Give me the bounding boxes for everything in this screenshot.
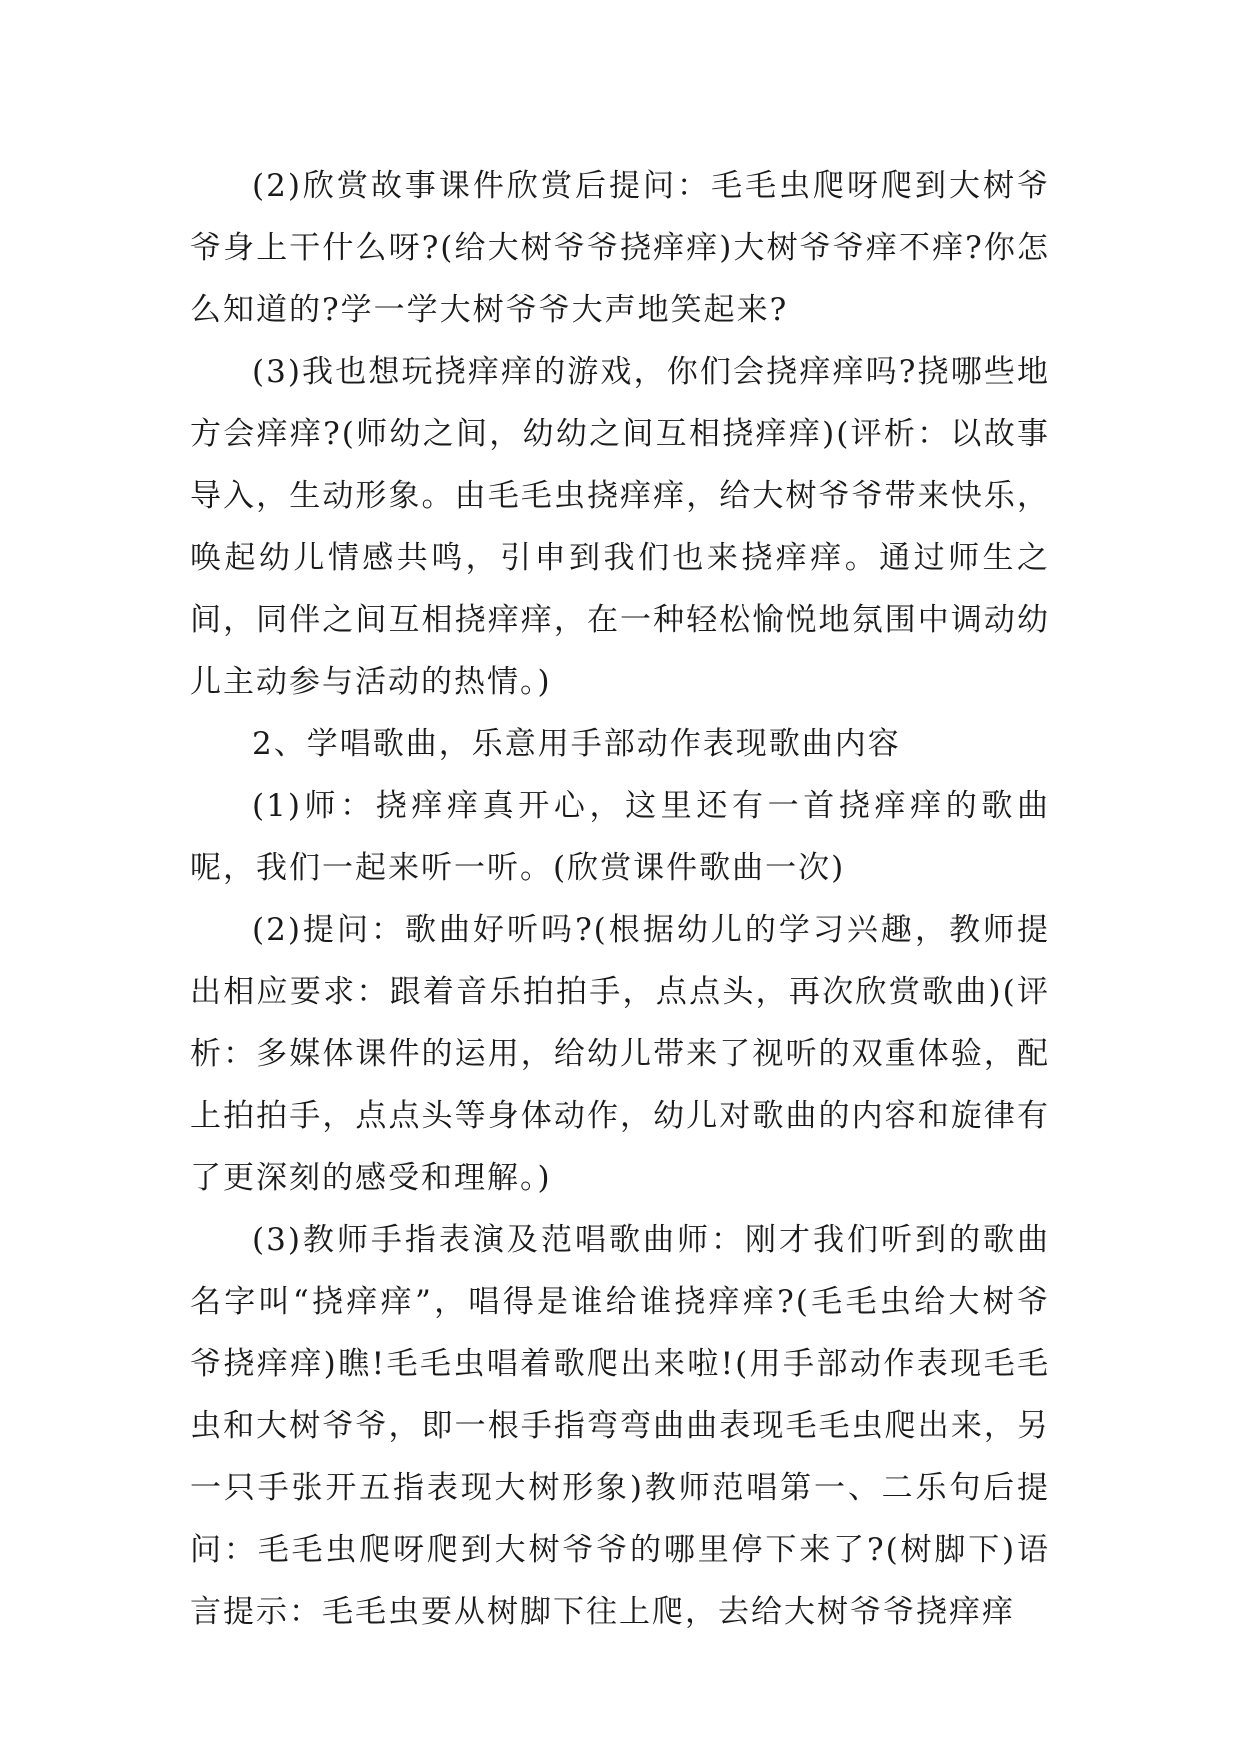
paragraph-tickle-game: (3)我也想玩挠痒痒的游戏，你们会挠痒痒吗?挠哪些地方会痒痒?(师幼之间，幼幼之间互相挠痒痒)(评析：以故事导入，生动形象。由毛毛虫挠痒痒，给大树爷爷带来快乐，唤起幼儿情感共鸣，引申到我们也来挠痒痒。通过师生之间，同伴之间互相挠痒痒，在一种轻松愉悦地氛围中调动幼儿主动参与活动的热情。) xyxy=(190,354,1050,700)
paragraph-section-heading: 2、学唱歌曲，乐意用手部动作表现歌曲内容 xyxy=(252,726,901,762)
paragraph-story-question: (2)欣赏故事课件欣赏后提问：毛毛虫爬呀爬到大树爷爷身上干什么呀?(给大树爷爷挠痒痒)大树爷爷痒不痒?你怎么知道的?学一学大树爷爷大声地笑起来? xyxy=(190,168,1050,328)
paragraph-song-question: (2)提问：歌曲好听吗?(根据幼儿的学习兴趣，教师提出相应要求：跟着音乐拍拍手，点点头，再次欣赏歌曲)(评析：多媒体课件的运用，给幼儿带来了视听的双重体验，配上拍拍手，点点头等身体动作，幼儿对歌曲的内容和旋律有了更深刻的感受和理解。) xyxy=(190,912,1050,1196)
paragraph-listen-song: (1)师：挠痒痒真开心，这里还有一首挠痒痒的歌曲呢，我们一起来听一听。(欣赏课件歌曲一次) xyxy=(190,788,1050,886)
paragraph-finger-performance: (3)教师手指表演及范唱歌曲师：刚才我们听到的歌曲名字叫“挠痒痒”，唱得是谁给谁挠痒痒?(毛毛虫给大树爷爷挠痒痒)瞧!毛毛虫唱着歌爬出来啦!(用手部动作表现毛毛虫和大树爷爷，即一根手指弯弯曲曲表现毛毛虫爬出来，另一只手张开五指表现大树形象)教师范唱第一、二乐句后提问：毛毛虫爬呀爬到大树爷爷的哪里停下来了?(树脚下)语言提示：毛毛虫要从树脚下往上爬，去给大树爷爷挠痒痒 xyxy=(190,1222,1050,1630)
document-body xyxy=(190,155,1050,1643)
